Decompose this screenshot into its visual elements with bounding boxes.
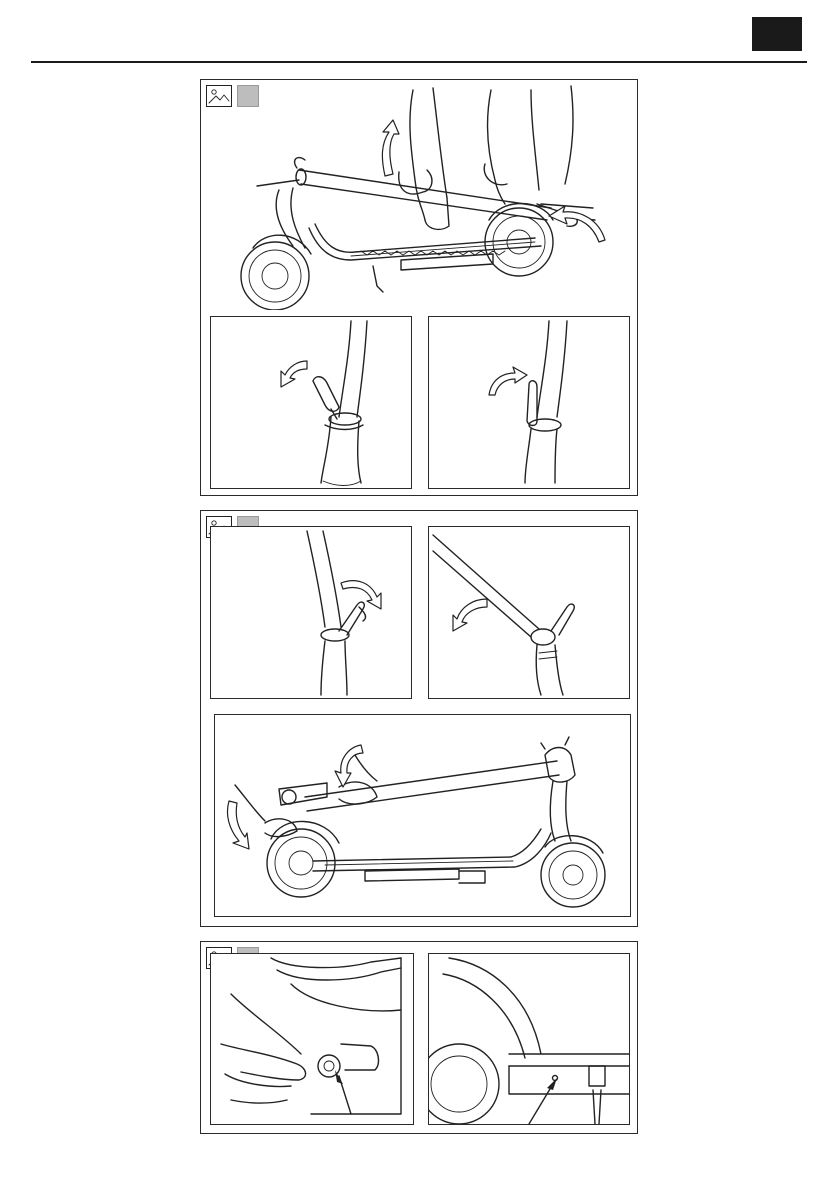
latch-release-panel xyxy=(210,316,412,489)
step-1-panel xyxy=(200,79,638,496)
deck-screw-detail-panel xyxy=(210,953,414,1125)
stem-folding-panel xyxy=(428,526,630,699)
deck-underside-detail-panel xyxy=(428,953,630,1125)
stem-unlock-panel xyxy=(210,526,412,699)
scooter-folding-overview-panel xyxy=(214,714,631,917)
language-badge xyxy=(752,17,802,51)
step-2-panel xyxy=(200,510,638,927)
step-3-panel xyxy=(200,941,638,1134)
scooter-fold-overview xyxy=(201,80,637,310)
latch-lock-panel xyxy=(428,316,630,489)
header-rule xyxy=(31,61,807,63)
